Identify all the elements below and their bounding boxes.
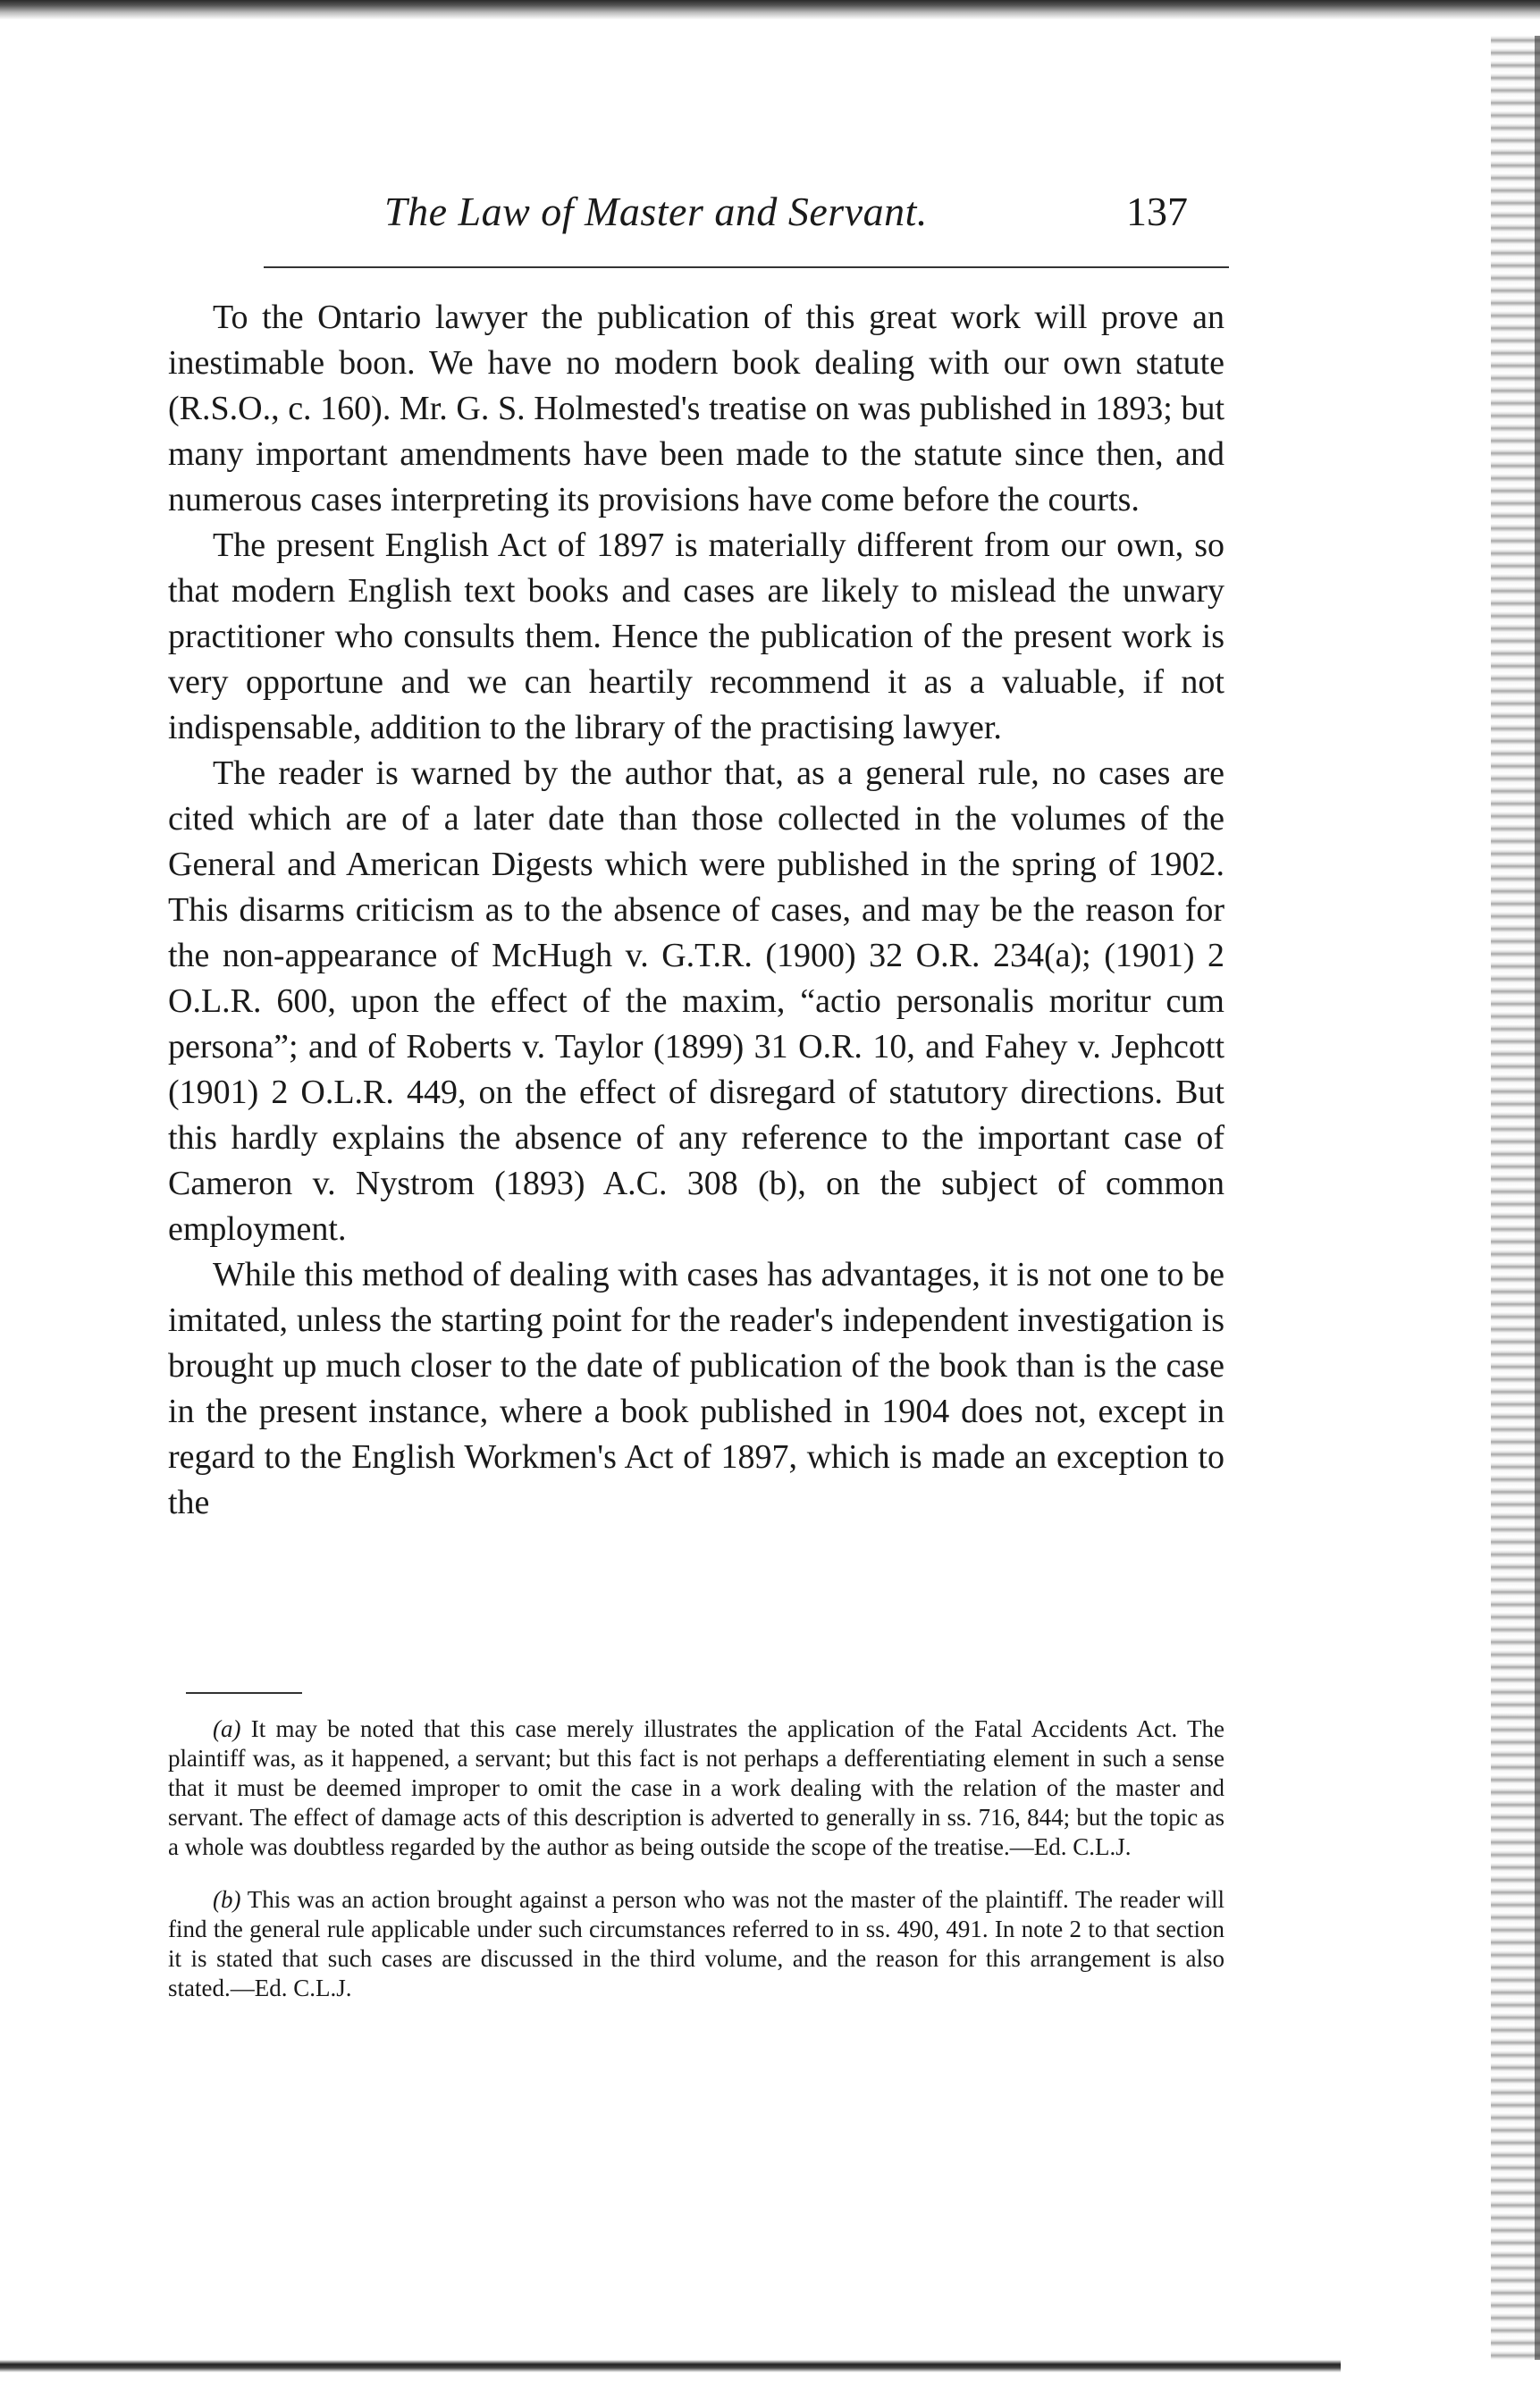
scan-right-edge-shadow <box>1535 36 1540 2360</box>
scan-bottom-edge <box>0 2360 1341 2372</box>
footnote-b-text: This was an action brought against a person who was not the master of the plaintiff. The reader will find the general rule applicable under such circumstances referred to in ss. 490, 491. In note 2 to that section it is stated that such cases are discussed in the third volume, and the reason for this arrangement is also stated.—Ed. C.L.J. <box>168 1886 1224 2001</box>
footnotes <box>168 1714 1224 2026</box>
header-rule <box>264 266 1229 268</box>
running-title: The Law of Master and Servant. <box>384 189 928 234</box>
paragraph-4: While this method of dealing with cases has advantages, it is not one to be imitated, unless the starting point for the reader's independent investigation is brought up much closer to the date of publication of the book than is the case in the present instance, where a book published in 1904 does not, except in regard to the English Workmen's Act of 1897, which is made an exception to the <box>168 1256 1224 1521</box>
footnote-rule <box>186 1692 302 1694</box>
footnote-b-mark: (b) <box>213 1886 241 1913</box>
paragraph-2: The present English Act of 1897 is materially different from our own, so that modern English text books and cases are likely to mislead the unwary practitioner who consults them. Hence the publication of the present work is very opportune and we can heartily recommend it as a valuable, if not indispensable, addition to the library of the practising lawyer. <box>168 526 1224 746</box>
footnote-b <box>168 1885 1224 2003</box>
paragraph-1: To the Ontario lawyer the publication of this great work will prove an inestimable boon. We have no modern book dealing with our own statute (R.S.O., c. 160). Mr. G. S. Holmested's treatise on was published in 1893; but many important amendments have been made to the statute since then, and numerous cases interpreting its provisions have come before the courts. <box>168 299 1224 518</box>
page-number: 137 <box>1126 189 1188 234</box>
footnote-a <box>168 1714 1224 1862</box>
scan-right-edge-texture <box>1491 36 1540 2360</box>
footnote-a-text: It may be noted that this case merely illustrates the application of the Fatal Accidents Act. The plaintiff was, as it happened, a servant; but this fact is not perhaps a defferentiating element in such a sense that it must be deemed improper to omit the case in a work dealing with the relation of the master and servant. The effect of damage acts of this description is adverted to generally in ss. 716, 844; but the topic as a whole was doubtless regarded by the author as being outside the scope of the treatise.—Ed. C.L.J. <box>168 1715 1225 1860</box>
paragraph-3: The reader is warned by the author that, as a general rule, no cases are cited which are of a later date than those collected in the volumes of the General and American Digests which were published in the spring of 1902. This disarms criticism as to the absence of cases, and may be the reason for the non-appearance of McHugh v. G.T.R. (1900) 32 O.R. 234(a); (1901) 2 O.L.R. 600, upon the effect of the maxim, “actio personalis moritur cum persona”; and of Roberts v. Taylor (1899) 31 O.R. 10, and Fahey v. Jephcott (1901) 2 O.L.R. 449, on the effect of disregard of statutory directions. But this hardly explains the absence of any reference to the important case of Cameron v. Nystrom (1893) A.C. 308 (b), on the subject of common employment. <box>168 754 1224 1248</box>
footnote-a-mark: (a) <box>213 1715 241 1742</box>
body-text <box>168 295 1224 1526</box>
scan-top-edge <box>0 0 1540 20</box>
